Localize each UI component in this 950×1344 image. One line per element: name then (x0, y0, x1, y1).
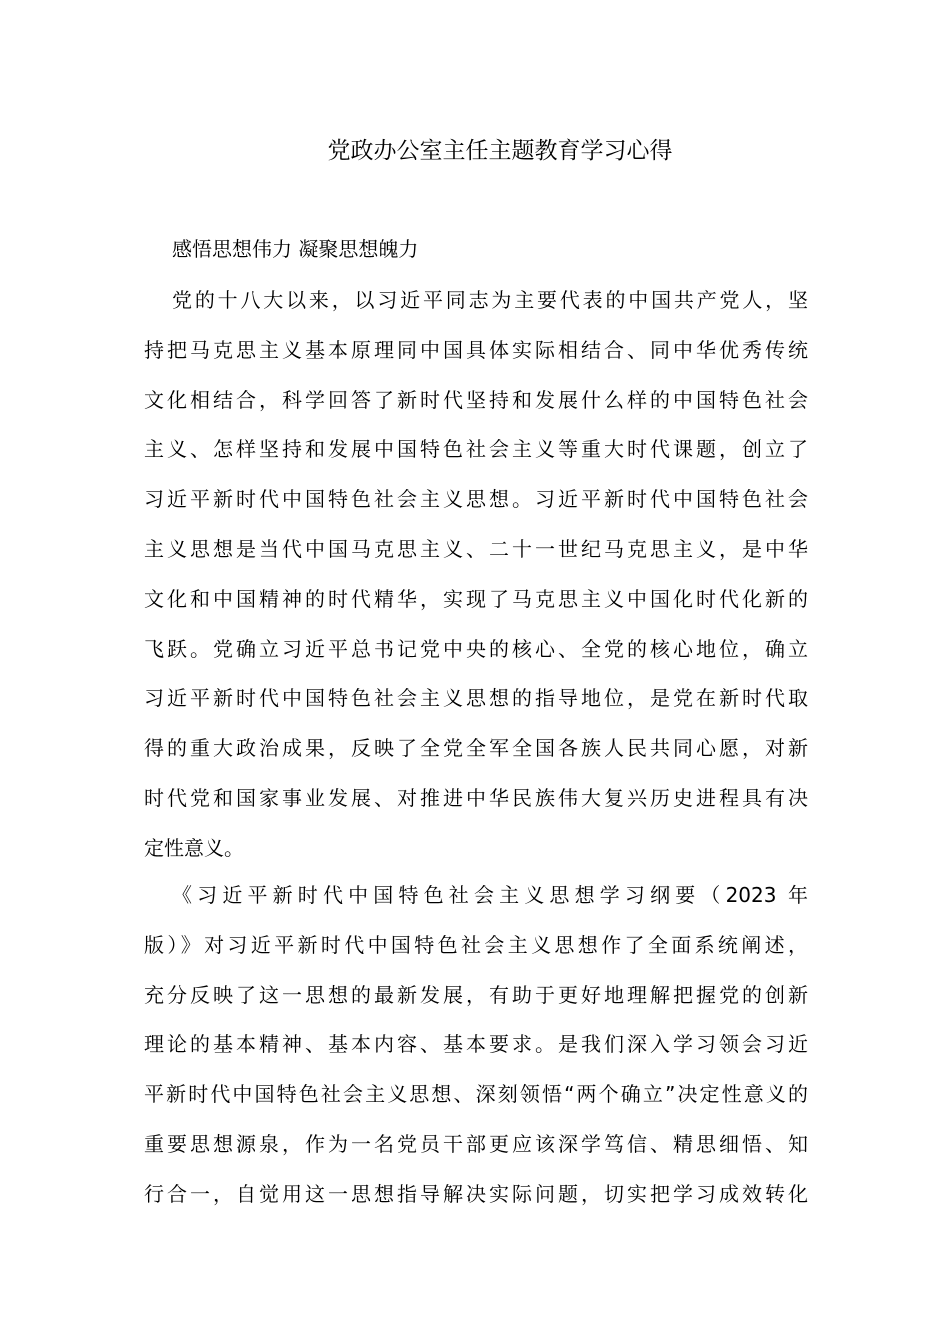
paragraph-line: 时代党和国家事业发展、对推进中华民族伟大复兴历史进程具有决 (144, 785, 808, 810)
paragraph-line: 习近平新时代中国特色社会主义思想的指导地位，是党在新时代取 (144, 686, 808, 711)
paragraph-line: 版）》对习近平新时代中国特色社会主义思想作了全面系统阐述， (144, 932, 808, 957)
paragraph-line: 行合一，自觉用这一思想指导解决实际问题，切实把学习成效转化 (144, 1181, 808, 1206)
paragraph-line: 文化和中国精神的时代精华，实现了马克思主义中国化时代化新的 (144, 586, 808, 611)
document-subtitle: 感悟思想伟力 凝聚思想魄力 (172, 237, 419, 261)
document-title: 党政办公室主任主题教育学习心得 (327, 138, 673, 164)
paragraph-line: 得的重大政治成果，反映了全党全军全国各族人民共同心愿，对新 (144, 736, 808, 761)
paragraph-line: 定性意义。 (144, 835, 244, 860)
paragraph-line: 充分反映了这一思想的最新发展，有助于更好地理解把握党的创新 (144, 982, 808, 1007)
paragraph-line: 主义思想是当代中国马克思主义、二十一世纪马克思主义，是中华 (144, 536, 808, 561)
paragraph-1 (144, 282, 808, 880)
paragraph-line: 习近平新时代中国特色社会主义思想。习近平新时代中国特色社会 (144, 487, 808, 512)
paragraph-line: 平新时代中国特色社会主义思想、深刻领悟“两个确立”决定性意义的 (144, 1082, 808, 1107)
paragraph-line: 理论的基本精神、基本内容、基本要求。是我们深入学习领会习近 (144, 1032, 808, 1057)
paragraph-2 (144, 877, 808, 1226)
paragraph-line: 持把马克思主义基本原理同中国具体实际相结合、同中华优秀传统 (144, 337, 808, 362)
paragraph-line: 重要思想源泉，作为一名党员干部更应该深学笃信、精思细悟、知 (144, 1131, 808, 1156)
paragraph-line: 文化相结合，科学回答了新时代坚持和发展什么样的中国特色社会 (144, 387, 808, 412)
paragraph-line: 主义、怎样坚持和发展中国特色社会主义等重大时代课题，创立了 (144, 437, 808, 462)
paragraph-line: 飞跃。党确立习近平总书记党中央的核心、全党的核心地位，确立 (144, 636, 808, 661)
paragraph-line: 党的十八大以来，以习近平同志为主要代表的中国共产党人，坚 (172, 288, 808, 312)
paragraph-line: 《习近平新时代中国特色社会主义思想学习纲要（2023 年 (172, 883, 808, 907)
